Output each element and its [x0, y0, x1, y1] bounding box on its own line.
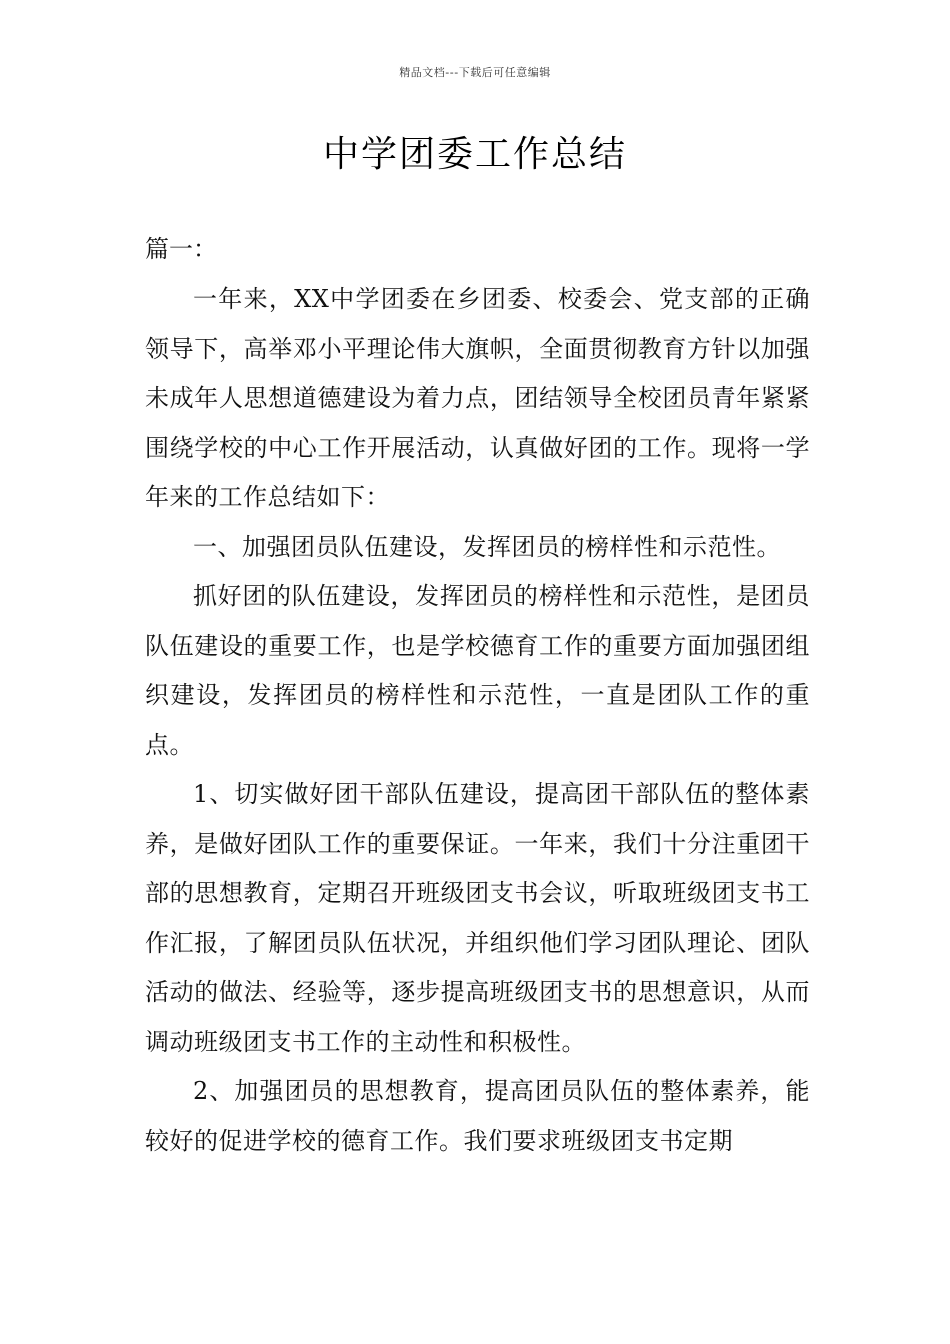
document-title: 中学团委工作总结	[322, 134, 627, 175]
document-body	[145, 224, 810, 1166]
paragraph-item-2: 2、加强团员的思想教育，提高团员队伍的整体素养，能较好的促进学校的德育工作。我们要求班级团支书定期	[145, 1077, 810, 1155]
paragraph-intro: 一年来，XX中学团委在乡团委、校委会、党支部的正确领导下，高举邓小平理论伟大旗帜，全面贯彻教育方针以加强未成年人思想道德建设为着力点，团结领导全校团员青年紧紧围绕学校的中心工作开展活动，认真做好团的工作。现将一学年来的工作总结如下：	[145, 285, 810, 511]
paragraph-heading-1: 一、加强团员队伍建设，发挥团员的榜样性和示范性。	[193, 532, 781, 561]
paragraph-item-1: 1、切实做好团干部队伍建设，提高团干部队伍的整体素养，是做好团队工作的重要保证。一年来，我们十分注重团干部的思想教育，定期召开班级团支书会议，听取班级团支书工作汇报，了解团员队伍状况，并组织他们学习团队理论、团队活动的做法、经验等，逐步提高班级团支书的思想意识，从而调动班级团支书工作的主动性和积极性。	[145, 780, 810, 1056]
paragraph-team-building: 抓好团的队伍建设，发挥团员的榜样性和示范性，是团员队伍建设的重要工作，也是学校德育工作的重要方面加强团组织建设，发挥团员的榜样性和示范性，一直是团队工作的重点。	[145, 582, 810, 759]
section-label: 篇一：	[145, 235, 217, 263]
header-note: 精品文档---下载后可任意编辑	[399, 66, 551, 79]
